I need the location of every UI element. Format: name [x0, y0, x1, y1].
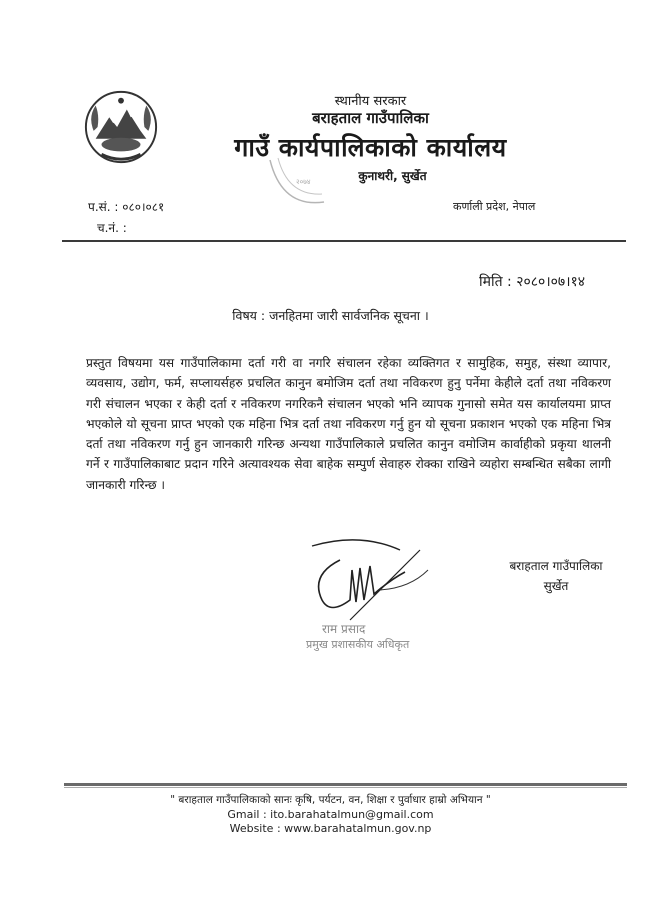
footer-email: Gmail : ito.barahatalmun@gmail.com: [227, 808, 434, 821]
footer-divider-thin: [64, 787, 627, 788]
header-subtitle: स्थानीय सरकार: [334, 94, 407, 109]
letter-body: [86, 353, 611, 495]
footer-divider: [64, 783, 627, 786]
signatory-title: प्रमुख प्रशासकीय अधिकृत: [306, 638, 410, 651]
office-address: कुनाथरी, सुर्खेत: [358, 169, 427, 183]
letter-subject: विषय : जनहितमा जारी सार्वजनिक सूचना ।: [232, 308, 429, 323]
signatory-office: बराहताल गाउँपालिका: [509, 559, 603, 573]
province-label: कर्णाली प्रदेश, नेपाल: [453, 200, 536, 213]
signatory-name: राम प्रसाद: [322, 622, 366, 636]
svg-text:२०७४: २०७४: [296, 178, 311, 186]
office-stamp-icon: [262, 150, 332, 210]
dispatch-number: च.नं. :: [97, 221, 127, 235]
signatory-district: सुर्खेत: [543, 579, 569, 593]
signatory-block: [500, 556, 612, 596]
letter-date: मिति : २०८०।०७।१४: [479, 274, 586, 290]
body-paragraph: प्रस्तुत विषयमा यस गाउँपालिकामा दर्ता गरी वा नगरि संचालन रहेका व्यक्तिगत र सामुहिक, समुह, संस्था व्यापार, व्यवसाय, उद्योग, फर्म, सप्लायर्सहरु प्रचलित कानुन बमोजिम दर्ता तथा नविकरण हुनु पर्नेमा केहीले दर्ता तथा नविकरण गरी संचालन भएका र केही दर्ता र नविकरण नगरिकनै संचालन भएको भनि व्यापक गुनासो समेत यस कार्यालयमा प्राप्त भएकोले यो सूचना प्राप्त भएको एक महिना भित्र दर्ता तथा नविकरण गर्नु हुन यो सूचना प्रकाशन भएको एक महिना भित्र दर्ता तथा नविकरण गर्नु हुन जानकारी गरिन्छ अन्यथा गाउँपालिकाले प्रचलित कानुन वमोजिम कार्वाहीको प्रकृया थालनी गर्ने र गाउँपालिकाबाट प्रदान गरिने अत्यावश्यक सेवा बाहेक सम्पुर्ण सेवाहरु रोक्का राखिने व्यहोरा सम्बन्धित सबैका लागी जानकारी गरिन्छ ।: [86, 356, 611, 492]
header-divider: [62, 240, 626, 242]
municipality-name: बराहताल गाउँपालिका: [312, 109, 429, 127]
footer-slogan: " बराहताल गाउँपालिकाको सानः कृषि, पर्यटन, वन, शिक्षा र पुर्वाधार हाम्रो अभियान ": [170, 794, 491, 806]
office-title: गाउँ कार्यपालिकाको कार्यालय: [234, 133, 507, 162]
reference-number: प.सं. : ०८०।०८१: [88, 200, 165, 214]
footer-website: Website : www.barahatalmun.gov.np: [229, 822, 432, 835]
